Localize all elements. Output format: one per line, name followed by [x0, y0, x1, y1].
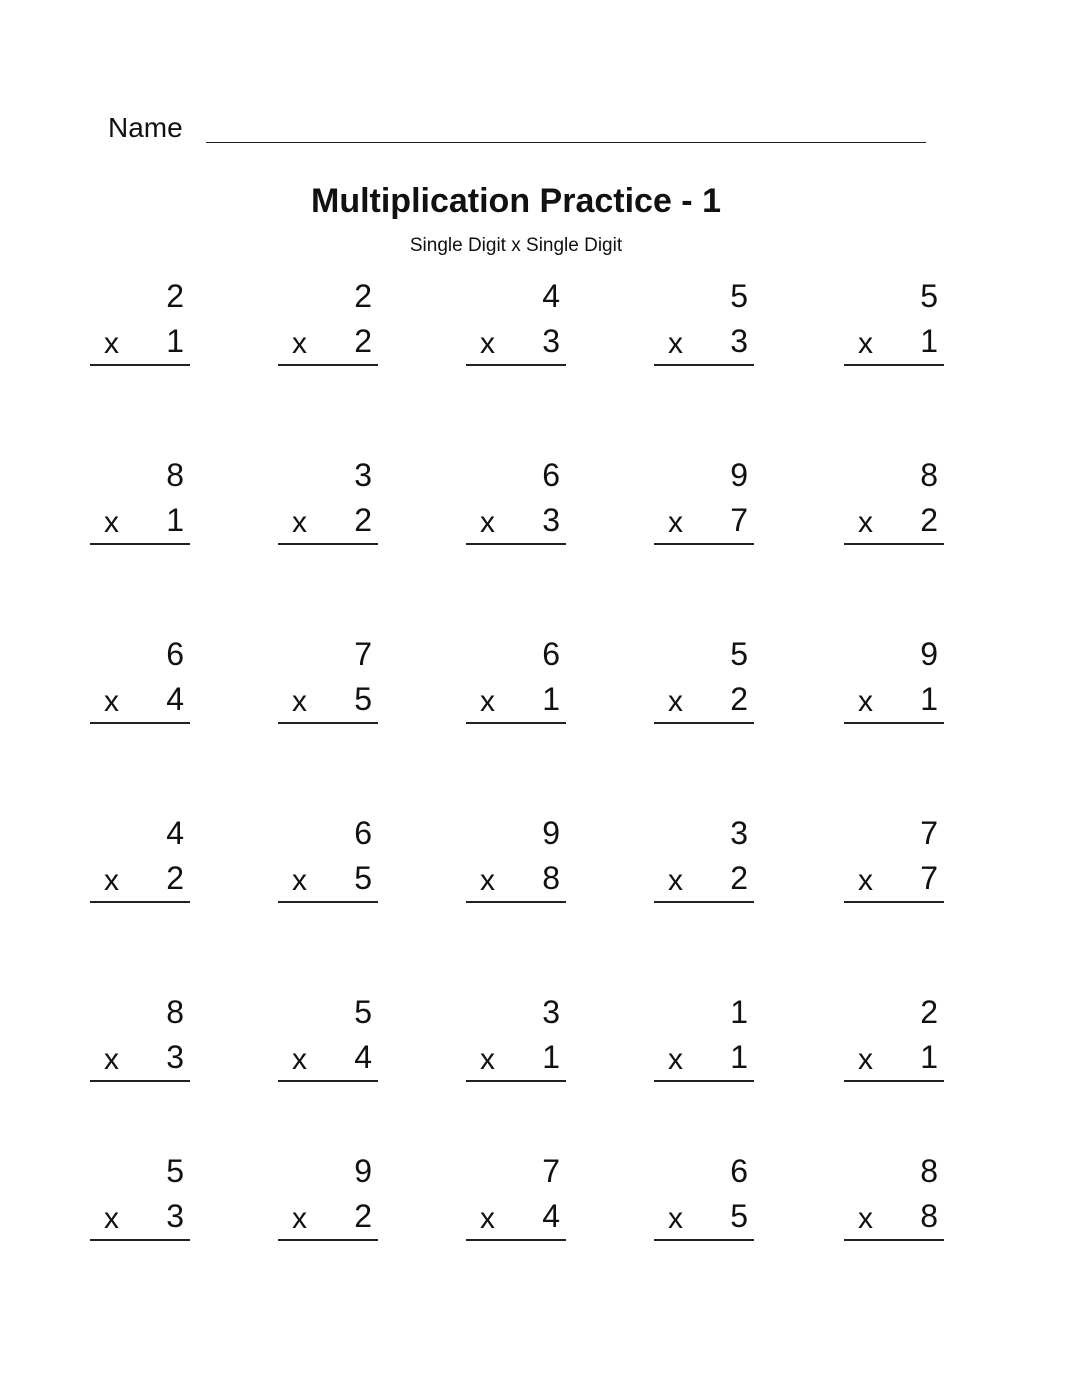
multiply-operator: x	[668, 1043, 683, 1076]
multiplier: 4	[542, 1198, 560, 1234]
multiplicand: 3	[730, 815, 748, 851]
problem-item	[90, 813, 190, 903]
multiplier: 7	[730, 502, 748, 538]
multiplier: 8	[542, 860, 560, 896]
name-input-line[interactable]	[206, 142, 926, 143]
problem-item	[466, 1151, 566, 1241]
multiplicand: 9	[730, 457, 748, 493]
answer-line[interactable]	[654, 543, 754, 545]
multiply-operator: x	[480, 685, 495, 718]
multiplier: 8	[920, 1198, 938, 1234]
multiplicand: 9	[354, 1153, 372, 1189]
multiplicand: 4	[542, 278, 560, 314]
multiplier: 1	[730, 1039, 748, 1075]
multiplier: 7	[920, 860, 938, 896]
problem-item	[844, 634, 944, 724]
multiply-operator: x	[480, 506, 495, 539]
multiplier: 1	[920, 681, 938, 717]
multiplicand: 8	[920, 457, 938, 493]
multiplicand: 2	[920, 994, 938, 1030]
answer-line[interactable]	[90, 722, 190, 724]
problem-item	[90, 634, 190, 724]
multiplier: 5	[354, 681, 372, 717]
multiply-operator: x	[104, 864, 119, 897]
problem-item	[844, 992, 944, 1082]
multiplicand: 2	[166, 278, 184, 314]
problem-item	[466, 813, 566, 903]
problem-item	[844, 1151, 944, 1241]
multiplier: 3	[166, 1198, 184, 1234]
multiply-operator: x	[668, 1202, 683, 1235]
problem-item	[654, 455, 754, 545]
multiply-operator: x	[292, 1202, 307, 1235]
multiplier: 2	[166, 860, 184, 896]
multiplier: 2	[354, 1198, 372, 1234]
answer-line[interactable]	[278, 364, 378, 366]
problem-item	[278, 276, 378, 366]
multiply-operator: x	[858, 685, 873, 718]
multiply-operator: x	[668, 327, 683, 360]
multiply-operator: x	[292, 506, 307, 539]
multiply-operator: x	[668, 864, 683, 897]
multiplicand: 5	[920, 278, 938, 314]
problem-item	[90, 455, 190, 545]
multiplicand: 7	[542, 1153, 560, 1189]
problem-item	[278, 455, 378, 545]
page-title: Multiplication Practice - 1	[311, 182, 721, 220]
problem-item	[466, 634, 566, 724]
multiply-operator: x	[104, 1043, 119, 1076]
multiplicand: 2	[354, 278, 372, 314]
problem-item	[466, 992, 566, 1082]
answer-line[interactable]	[90, 1239, 190, 1241]
multiplier: 5	[354, 860, 372, 896]
multiplier: 3	[542, 502, 560, 538]
problem-item	[466, 276, 566, 366]
multiplier: 2	[730, 860, 748, 896]
problem-item	[844, 276, 944, 366]
problem-item	[844, 813, 944, 903]
multiply-operator: x	[668, 506, 683, 539]
multiplicand: 5	[166, 1153, 184, 1189]
answer-line[interactable]	[278, 901, 378, 903]
multiply-operator: x	[292, 864, 307, 897]
answer-line[interactable]	[278, 543, 378, 545]
answer-line[interactable]	[466, 722, 566, 724]
name-field-row	[108, 108, 928, 152]
multiplicand: 6	[730, 1153, 748, 1189]
answer-line[interactable]	[278, 722, 378, 724]
multiplicand: 6	[542, 457, 560, 493]
answer-line[interactable]	[844, 364, 944, 366]
problem-item	[278, 1151, 378, 1241]
multiply-operator: x	[668, 685, 683, 718]
answer-line[interactable]	[466, 543, 566, 545]
answer-line[interactable]	[844, 722, 944, 724]
answer-line[interactable]	[844, 1239, 944, 1241]
page-subtitle: Single Digit x Single Digit	[409, 235, 623, 256]
multiplicand: 8	[166, 994, 184, 1030]
answer-line[interactable]	[90, 1080, 190, 1082]
multiplicand: 9	[920, 636, 938, 672]
multiply-operator: x	[480, 1043, 495, 1076]
answer-line[interactable]	[844, 901, 944, 903]
problem-item	[278, 634, 378, 724]
multiplicand: 7	[354, 636, 372, 672]
answer-line[interactable]	[278, 1080, 378, 1082]
multiplier: 1	[542, 1039, 560, 1075]
multiply-operator: x	[858, 506, 873, 539]
multiplier: 1	[920, 1039, 938, 1075]
answer-line[interactable]	[466, 1080, 566, 1082]
answer-line[interactable]	[466, 364, 566, 366]
multiplicand: 6	[542, 636, 560, 672]
multiplier: 2	[920, 502, 938, 538]
multiply-operator: x	[104, 506, 119, 539]
multiplicand: 4	[166, 815, 184, 851]
problem-item	[844, 455, 944, 545]
multiply-operator: x	[104, 685, 119, 718]
answer-line[interactable]	[278, 1239, 378, 1241]
multiplicand: 8	[920, 1153, 938, 1189]
multiplier: 1	[166, 323, 184, 359]
problem-item	[90, 1151, 190, 1241]
multiplier: 4	[166, 681, 184, 717]
multiplier: 4	[354, 1039, 372, 1075]
multiplier: 1	[920, 323, 938, 359]
problem-item	[654, 813, 754, 903]
multiplier: 2	[354, 323, 372, 359]
multiplicand: 5	[730, 278, 748, 314]
multiply-operator: x	[858, 1043, 873, 1076]
answer-line[interactable]	[466, 901, 566, 903]
answer-line[interactable]	[90, 901, 190, 903]
answer-line[interactable]	[90, 364, 190, 366]
problem-item	[654, 276, 754, 366]
answer-line[interactable]	[654, 901, 754, 903]
multiplier: 5	[730, 1198, 748, 1234]
multiplicand: 1	[730, 994, 748, 1030]
multiplier: 3	[542, 323, 560, 359]
multiplicand: 7	[920, 815, 938, 851]
problem-item	[278, 992, 378, 1082]
multiplier: 2	[730, 681, 748, 717]
problem-item	[278, 813, 378, 903]
multiplicand: 5	[730, 636, 748, 672]
answer-line[interactable]	[654, 1239, 754, 1241]
answer-line[interactable]	[844, 1080, 944, 1082]
multiply-operator: x	[480, 1202, 495, 1235]
multiplier: 2	[354, 502, 372, 538]
multiply-operator: x	[480, 327, 495, 360]
problem-item	[654, 992, 754, 1082]
multiply-operator: x	[858, 327, 873, 360]
multiply-operator: x	[104, 1202, 119, 1235]
multiplicand: 8	[166, 457, 184, 493]
multiply-operator: x	[292, 327, 307, 360]
multiplier: 1	[542, 681, 560, 717]
multiply-operator: x	[292, 1043, 307, 1076]
answer-line[interactable]	[654, 1080, 754, 1082]
answer-line[interactable]	[654, 722, 754, 724]
answer-line[interactable]	[90, 543, 190, 545]
multiplier: 3	[730, 323, 748, 359]
multiply-operator: x	[858, 1202, 873, 1235]
multiply-operator: x	[858, 864, 873, 897]
problem-item	[654, 634, 754, 724]
multiplier: 1	[166, 502, 184, 538]
multiplicand: 9	[542, 815, 560, 851]
problem-item	[90, 276, 190, 366]
multiplicand: 6	[166, 636, 184, 672]
answer-line[interactable]	[654, 364, 754, 366]
problem-item	[466, 455, 566, 545]
multiplicand: 3	[542, 994, 560, 1030]
multiply-operator: x	[104, 327, 119, 360]
multiplicand: 6	[354, 815, 372, 851]
multiplicand: 5	[354, 994, 372, 1030]
multiplicand: 3	[354, 457, 372, 493]
answer-line[interactable]	[844, 543, 944, 545]
name-label: Name	[108, 112, 183, 143]
problem-item	[654, 1151, 754, 1241]
multiply-operator: x	[480, 864, 495, 897]
multiplier: 3	[166, 1039, 184, 1075]
problem-item	[90, 992, 190, 1082]
answer-line[interactable]	[466, 1239, 566, 1241]
multiply-operator: x	[292, 685, 307, 718]
